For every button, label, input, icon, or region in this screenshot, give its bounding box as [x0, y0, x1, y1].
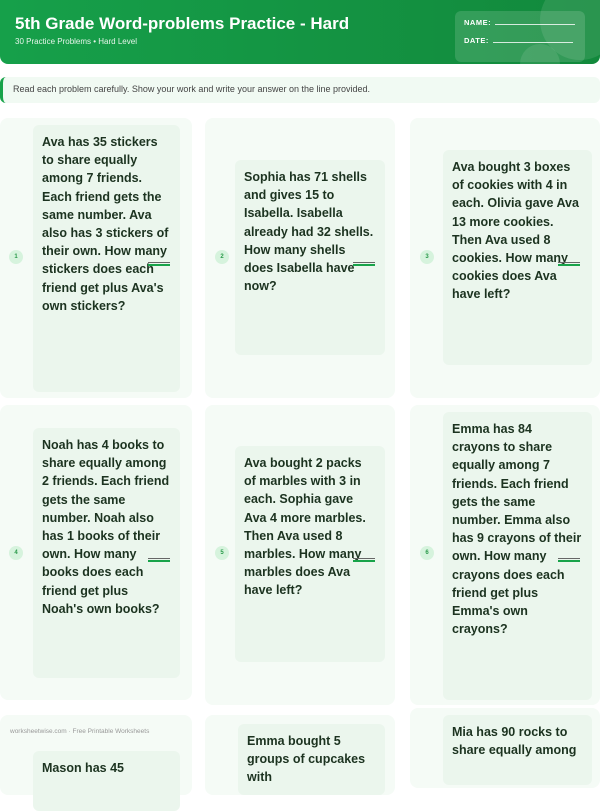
date-line — [493, 42, 573, 43]
answer-line[interactable] — [148, 262, 170, 266]
problem-text: Sophia has 71 shells and gives 15 to Isabella. Isabella already had 32 shells. How many shells does Isabella have now? — [235, 160, 385, 355]
problem-text: Emma has 84 crayons to share equally among 7 friends. Each friend gets the same number. Emma also has 9 crayons of their own. How many crayons does each friend get plus Emma's own crayons? — [443, 412, 592, 700]
date-label: DATE: — [464, 36, 489, 45]
problem-text: Ava bought 3 boxes of cookies with 4 in each. Olivia gave Ava 13 more cookies. Then Ava used 8 cookies. How many cookies does Ava have left? — [443, 150, 592, 365]
instructions: Read each problem carefully. Show your work and write your answer on the line provided. — [0, 77, 600, 103]
answer-line[interactable] — [558, 558, 580, 562]
name-label: NAME: — [464, 18, 492, 27]
date-field[interactable] — [464, 36, 573, 45]
problem-number: 4 — [9, 546, 23, 560]
answer-line[interactable] — [353, 558, 375, 562]
problem-number: 6 — [420, 546, 434, 560]
problem-number: 1 — [9, 250, 23, 264]
footer-watermark: worksheetwise.com · Free Printable Worksheets — [10, 728, 150, 735]
problem-number: 5 — [215, 546, 229, 560]
problem-text: Mason has 45 — [33, 751, 180, 811]
problem-text: Mia has 90 rocks to share equally among — [443, 715, 592, 785]
problem-text: Ava has 35 stickers to share equally among 7 friends. Each friend gets the same number. Ava also has 3 stickers of their own. How many stickers does each friend get plus Ava's own stickers? — [33, 125, 180, 392]
worksheet-header — [0, 0, 600, 64]
name-field[interactable] — [464, 18, 575, 27]
page-title: 5th Grade Word-problems Practice - Hard — [15, 14, 350, 33]
answer-line[interactable] — [148, 558, 170, 562]
name-date-box — [455, 11, 585, 62]
problem-number: 3 — [420, 250, 434, 264]
problem-text: Ava bought 2 packs of marbles with 3 in each. Sophia gave Ava 4 more marbles. Then Ava used 8 marbles. How many marbles does Ava have left? — [235, 446, 385, 662]
page-subtitle: 30 Practice Problems • Hard Level — [15, 37, 137, 46]
problem-text: Noah has 4 books to share equally among 2 friends. Each friend gets the same number. Noah also has 1 books of their own. How many books does each friend get plus Noah's own books? — [33, 428, 180, 678]
answer-line[interactable] — [558, 262, 580, 266]
problem-number: 2 — [215, 250, 229, 264]
problem-text: Emma bought 5 groups of cupcakes with — [238, 724, 385, 795]
name-line — [495, 24, 575, 25]
answer-line[interactable] — [353, 262, 375, 266]
